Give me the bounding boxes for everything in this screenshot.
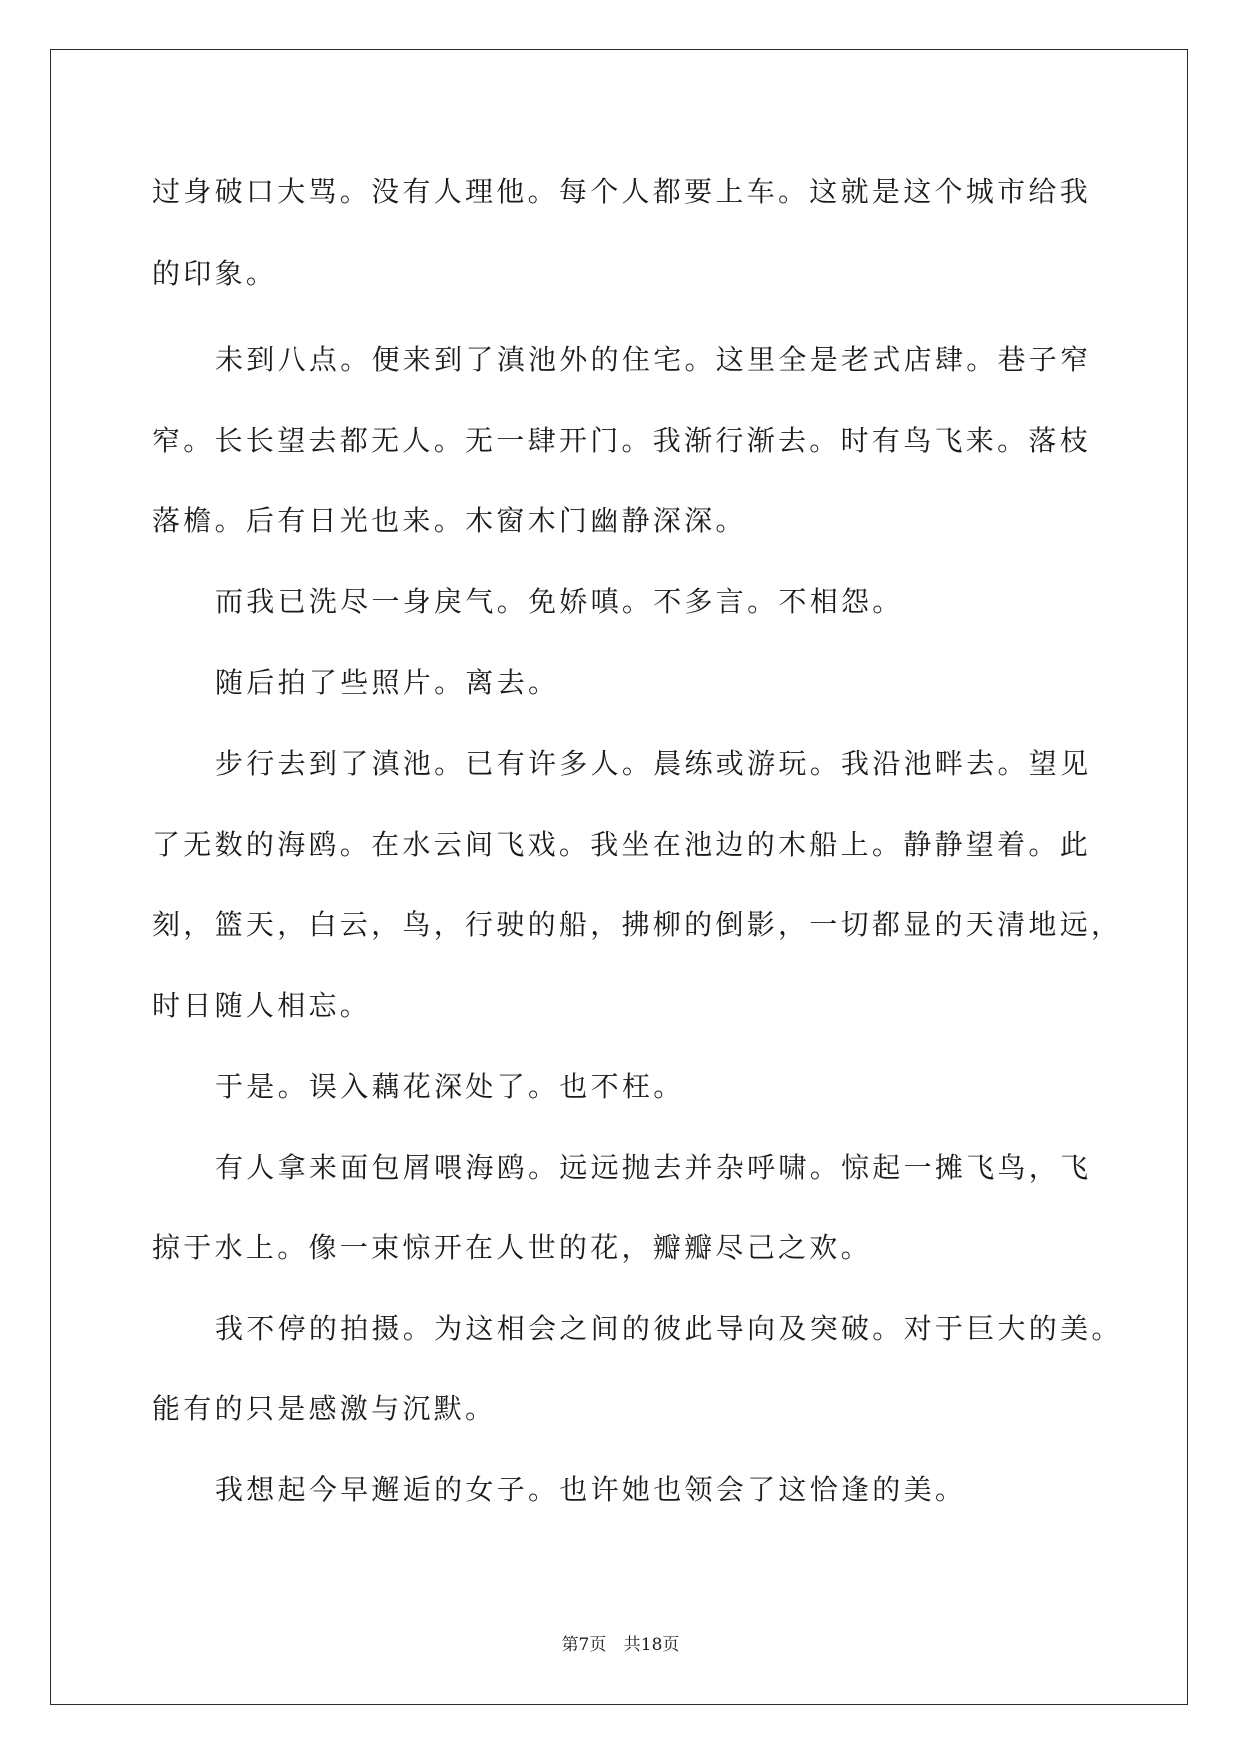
text-line: 有人拿来面包屑喂海鸥。远远抛去并杂呼啸。惊起一摊飞鸟，飞: [215, 1151, 1092, 1184]
text-line: 了无数的海鸥。在水云间飞戏。我坐在池边的木船上。静静望着。此: [152, 828, 1092, 861]
text-line: 我不停的拍摄。为这相会之间的彼此导向及突破。对于巨大的美。: [215, 1312, 1123, 1345]
page-footer: [0, 1630, 1241, 1655]
text-line: 随后拍了些照片。离去。: [215, 666, 560, 699]
page-number: 第7页: [561, 1635, 607, 1655]
page-total: 共18页: [623, 1635, 680, 1655]
text-line: 过身破口大骂。没有人理他。每个人都要上车。这就是这个城市给我: [152, 175, 1092, 208]
text-line: 于是。误入藕花深处了。也不枉。: [215, 1070, 685, 1103]
text-line: 步行去到了滇池。已有许多人。晨练或游玩。我沿池畔去。望见: [215, 747, 1092, 780]
text-line: 能有的只是感激与沉默。: [152, 1392, 497, 1425]
text-line: 窄。长长望去都无人。无一肆开门。我渐行渐去。时有鸟飞来。落枝: [152, 424, 1092, 457]
text-line: 刻，篮天，白云，鸟，行驶的船，拂柳的倒影，一切都显的天清地远，: [152, 908, 1123, 941]
text-line: 而我已洗尽一身戾气。免娇嗔。不多言。不相怨。: [215, 585, 904, 618]
text-line: 落檐。后有日光也来。木窗木门幽静深深。: [152, 504, 747, 537]
text-line: 掠于水上。像一束惊开在人世的花，瓣瓣尽己之欢。: [152, 1231, 872, 1264]
text-line: 未到八点。便来到了滇池外的住宅。这里全是老式店肆。巷子窄: [215, 343, 1092, 376]
page-border: [50, 49, 1188, 1705]
text-line: 时日随人相忘。: [152, 989, 372, 1022]
text-line: 我想起今早邂逅的女子。也许她也领会了这恰逢的美。: [215, 1473, 967, 1506]
text-line: 的印象。: [152, 257, 278, 290]
